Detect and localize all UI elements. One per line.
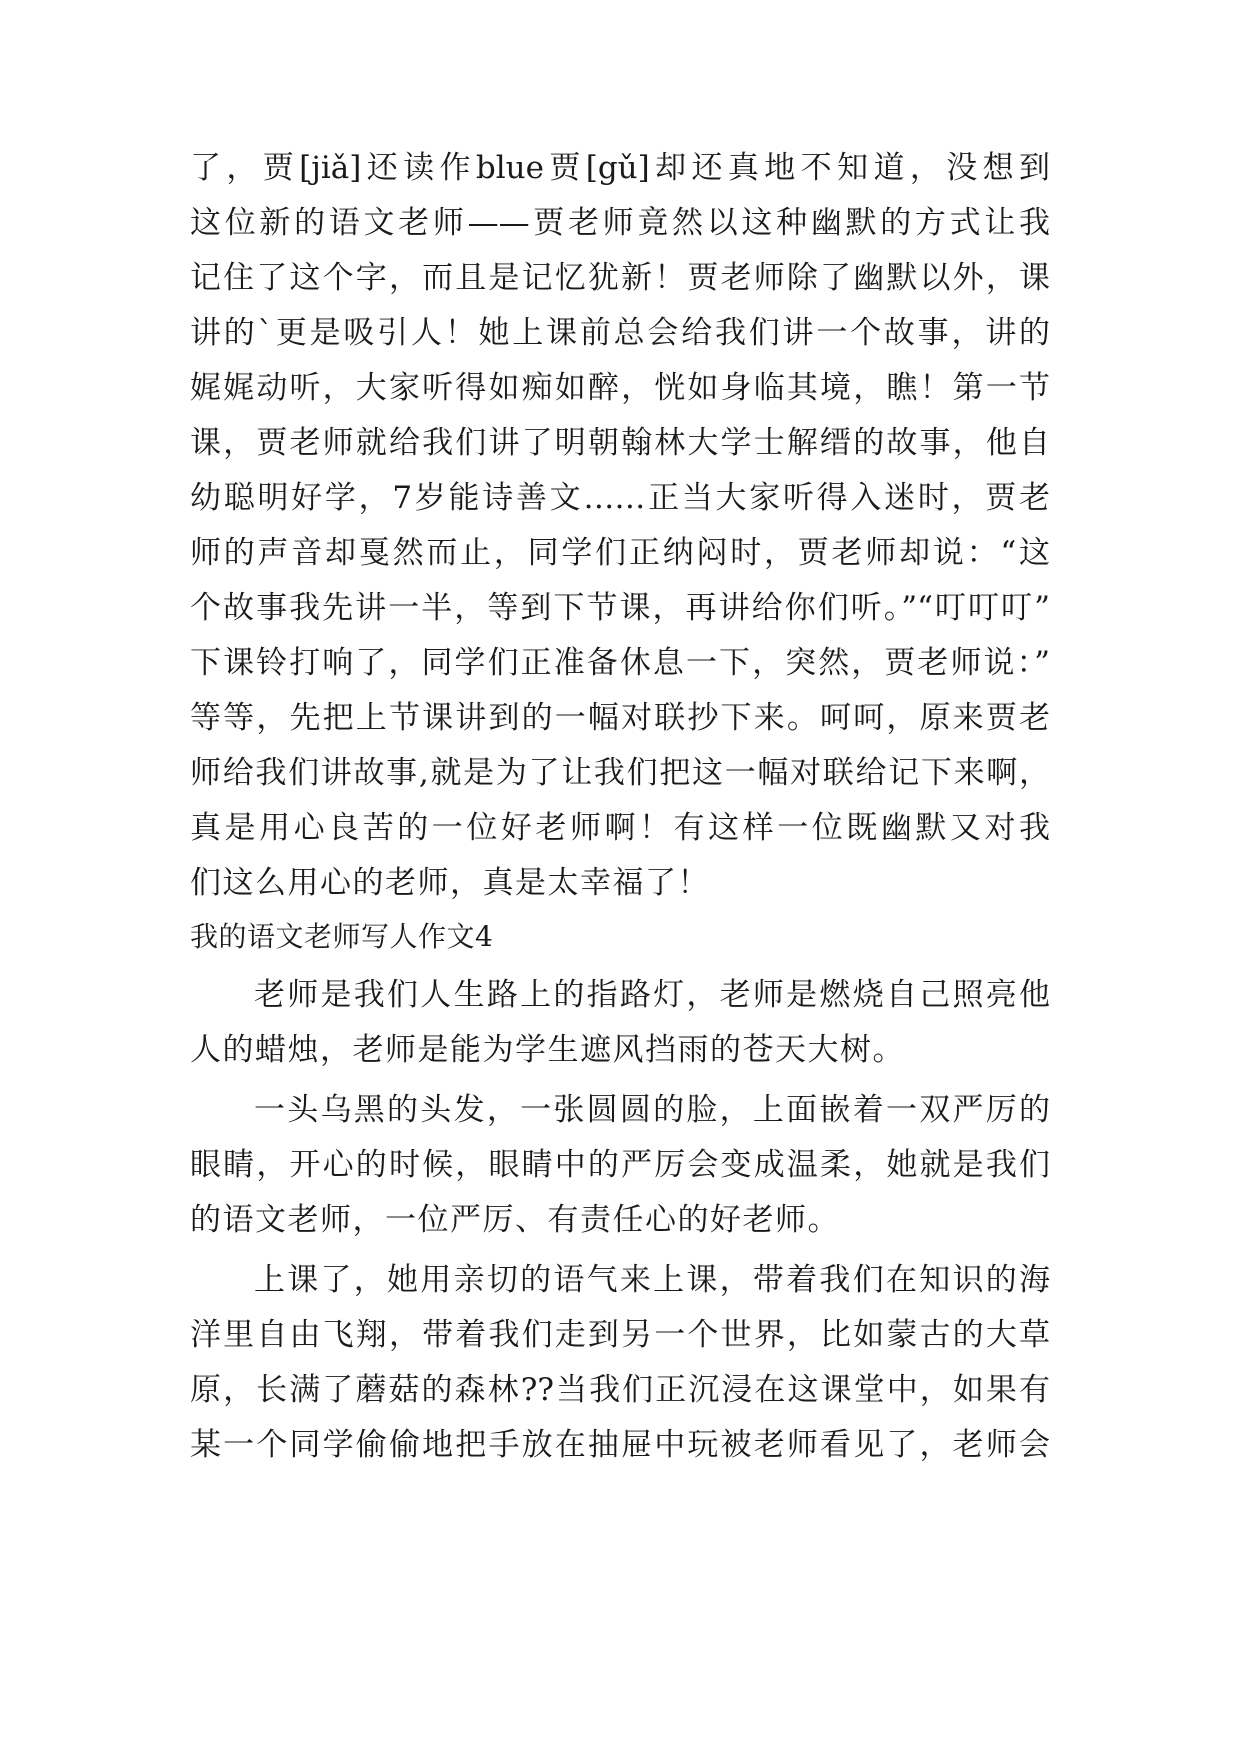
paragraph-line: 讲的`更是吸引人！她上课前总会给我们讲一个故事，讲的: [190, 315, 1050, 351]
paragraph-line: 师的声音却戛然而止，同学们正纳闷时，贾老师却说：“这: [190, 535, 1050, 571]
paragraph-line: 了，贾[jiǎ]还读作blue贾[gǔ]却还真地不知道，没想到: [190, 150, 1050, 186]
paragraph-line: 这位新的语文老师——贾老师竟然以这种幽默的方式让我: [190, 205, 1050, 241]
paragraph-line: 幼聪明好学，7岁能诗善文……正当大家听得入迷时，贾老: [190, 480, 1050, 516]
paragraph-line: 个故事我先讲一半，等到下节课，再讲给你们听。”“叮叮叮”: [190, 590, 1050, 626]
paragraph-line: 真是用心良苦的一位好老师啊！有这样一位既幽默又对我: [190, 810, 1050, 846]
paragraph-line: 们这么用心的老师，真是太幸福了！: [190, 865, 710, 901]
paragraph-line: 人的蜡烛，老师是能为学生遮风挡雨的苍天大树。: [190, 1032, 905, 1068]
paragraph-line: 上课了，她用亲切的语气来上课，带着我们在知识的海: [254, 1262, 1050, 1298]
paragraph-line: 下课铃打响了，同学们正准备休息一下，突然，贾老师说：”: [190, 645, 1050, 681]
paragraph-line: 的语文老师，一位严厉、有责任心的好老师。: [190, 1202, 840, 1238]
section-heading: 我的语文老师写人作文4: [190, 920, 494, 953]
paragraph-line: 记住了这个字，而且是记忆犹新！贾老师除了幽默以外，课: [190, 260, 1050, 296]
paragraph-line: 老师是我们人生路上的指路灯，老师是燃烧自己照亮他: [254, 977, 1050, 1013]
paragraph-line: 某一个同学偷偷地把手放在抽屉中玩被老师看见了，老师会: [190, 1427, 1050, 1463]
paragraph-line: 洋里自由飞翔，带着我们走到另一个世界，比如蒙古的大草: [190, 1317, 1050, 1353]
paragraph-line: 娓娓动听，大家听得如痴如醉，恍如身临其境，瞧！第一节: [190, 370, 1050, 406]
paragraph-line: 等等，先把上节课讲到的一幅对联抄下来。呵呵，原来贾老: [190, 700, 1050, 736]
paragraph-line: 师给我们讲故事,就是为了让我们把这一幅对联给记下来啊，: [190, 755, 1050, 791]
paragraph-line: 眼睛，开心的时候，眼睛中的严厉会变成温柔，她就是我们: [190, 1147, 1050, 1183]
paragraph-line: 一头乌黑的头发，一张圆圆的脸，上面嵌着一双严厉的: [254, 1092, 1050, 1128]
paragraph-line: 课，贾老师就给我们讲了明朝翰林大学士解缙的故事，他自: [190, 425, 1050, 461]
paragraph-line: 原，长满了蘑菇的森林??当我们正沉浸在这课堂中，如果有: [190, 1372, 1050, 1408]
